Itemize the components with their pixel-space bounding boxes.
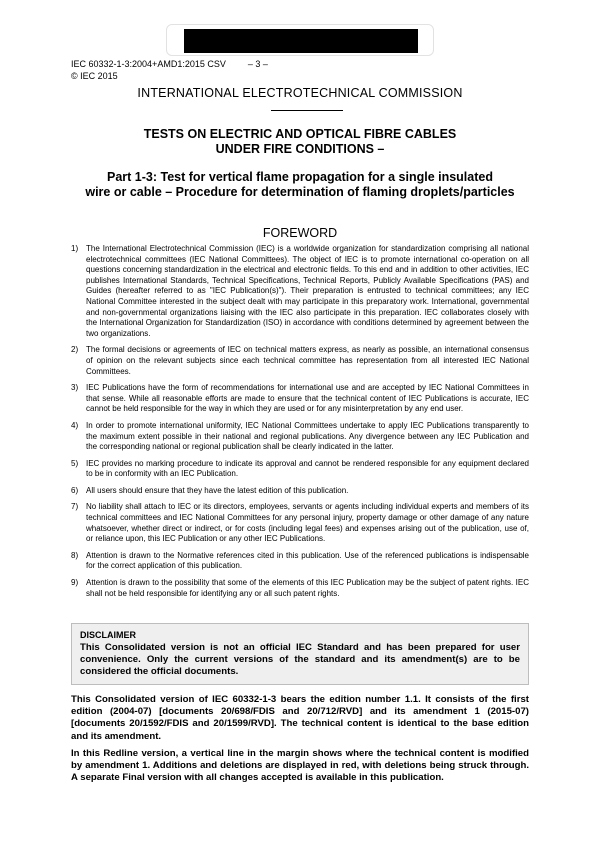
doc-reference: IEC 60332-1-3:2004+AMD1:2015 CSV: [71, 59, 226, 69]
subtitle-line-2: wire or cable – Procedure for determination of flaming droplets/particles: [85, 185, 515, 199]
disclaimer-title: DISCLAIMER: [80, 630, 136, 640]
title-line-2: UNDER FIRE CONDITIONS –: [215, 142, 385, 156]
item-number: 7): [71, 502, 79, 512]
foreword-item: [71, 502, 529, 544]
item-text: The International Electrotechnical Commission (IEC) is a worldwide organization for standardization comprising all national electrotechnical committees (IEC National Committees). The object of IEC is to promote international co-operation on all questions concerning standardization in the electrical and electronic fields. To this end and in addition to other activities, IEC publishes International Standards, Technical Specifications, Technical Reports, Publicly Available Specifications (PAS) and Guides (hereafter referred to as "IEC Publication(s)"). Their preparation is entrusted to technical committees; any IEC National Committee interested in the subject dealt with may participate in this preparatory work. International, governmental and non-governmental organizations liaising with the IEC also participate in this preparation. IEC collaborates closely with the International Organization for Standardization (ISO) in accordance with conditions determined by agreement between the two organizations.: [86, 244, 529, 338]
item-number: 1): [71, 244, 79, 253]
foreword-item: [71, 551, 529, 572]
page-header: [71, 58, 268, 82]
item-text: In order to promote international uniformity, IEC National Committees undertake to apply IEC Publications transparently to the maximum extent possible in their national and regional publications. Any divergence between any IEC Publication and the corresponding national or regional publication shall be clearly indicated in the latter.: [86, 420, 529, 452]
item-number: 3): [71, 383, 79, 393]
subtitle-line-1: Part 1-3: Test for vertical flame propagation for a single insulated: [107, 170, 493, 184]
item-text: The formal decisions or agreements of IEC on technical matters express, as nearly as possible, an international consensus of opinion on the relevant subjects since each technical committee has representation from all interested IEC National Committees.: [86, 345, 529, 376]
page-number: – 3 –: [247, 59, 268, 69]
edition-paragraph: This Consolidated version of IEC 60332-1-3 bears the edition number 1.1. It consists of the first edition (2004-07) [documents 20/698/FDIS and 20/712/RVD] and its amendment 1 (2015-07) [documents 20/1592/FDIS and 20/1599/RVD]. The technical content is identical to the base edition and its amendment.: [71, 694, 529, 742]
disclaimer-text: This Consolidated version is not an official IEC Standard and has been prepared for user convenience. Only the current versions of the standard and its amendment(s) are to be considered the official documents.: [80, 642, 520, 677]
foreword-item: [71, 486, 529, 497]
redaction-bar: [184, 29, 418, 53]
divider: [271, 110, 343, 111]
foreword-heading: FOREWORD: [262, 226, 338, 240]
item-text: Attention is drawn to the Normative references cited in this publication. Use of the referenced publications is indispensable for the correct application of this publication.: [86, 550, 529, 571]
item-text: No liability shall attach to IEC or its directors, employees, servants or agents including individual experts and members of its technical committees and IEC National Committees for any personal injury, property damage or other damage of any nature whatsoever, whether direct or indirect, or for costs (including legal fees) and expenses arising out of the publication, use of, or reliance upon, this IEC Publication or any other IEC Publications.: [86, 502, 529, 544]
item-number: 8): [71, 550, 79, 560]
item-number: 9): [71, 578, 79, 588]
foreword-item: [71, 244, 529, 339]
item-number: 5): [71, 458, 79, 468]
item-number: 6): [71, 485, 79, 495]
foreword-list: [71, 244, 529, 605]
foreword-item: [71, 459, 529, 480]
item-text: IEC provides no marking procedure to indicate its approval and cannot be rendered responsible for any equipment declared to be in conformity with an IEC Publication.: [86, 458, 529, 479]
item-text: Attention is drawn to the possibility that some of the elements of this IEC Publication may be the subject of patent rights. IEC shall not be held responsible for identifying any or all such patent rights.: [86, 578, 529, 598]
copyright: © IEC 2015: [71, 71, 118, 81]
item-number: 4): [71, 420, 79, 430]
foreword-item: [71, 578, 529, 599]
item-number: 2): [71, 345, 79, 355]
foreword-item: [71, 345, 529, 377]
document-title: [0, 127, 600, 157]
title-line-1: TESTS ON ELECTRIC AND OPTICAL FIBRE CABLES: [143, 127, 457, 141]
organization-name: INTERNATIONAL ELECTROTECHNICAL COMMISSION: [137, 86, 463, 100]
redline-paragraph: In this Redline version, a vertical line in the margin shows where the technical content is modified by amendment 1. Additions and deletions are displayed in red, with deletions being struck through. A separate Final version with all changes accepted is available in this publication.: [71, 748, 529, 784]
disclaimer-box: [71, 623, 529, 685]
item-text: IEC Publications have the form of recommendations for international use and are accepted by IEC National Committees in that sense. While all reasonable efforts are made to ensure that the technical content of IEC Publications is accurate, IEC cannot be held responsible for the way in which they are used or for any misinterpretation by any end user.: [86, 383, 529, 414]
foreword-item: [71, 383, 529, 415]
foreword-item: [71, 421, 529, 453]
item-text: All users should ensure that they have the latest edition of this publication.: [86, 485, 349, 495]
document-subtitle: [0, 170, 600, 200]
